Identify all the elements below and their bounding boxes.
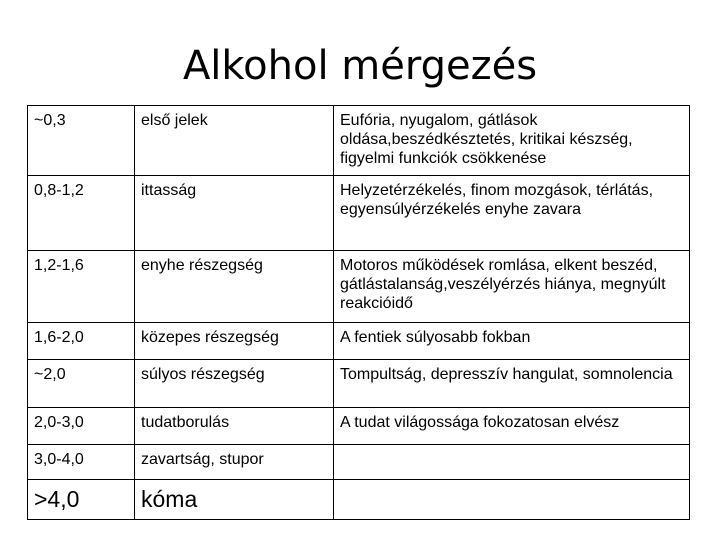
stage-cell: zavartság, stupor [135, 445, 334, 480]
table-row [28, 445, 690, 480]
level-cell: 2,0-3,0 [28, 408, 135, 445]
level-cell: >4,0 [28, 480, 135, 520]
stage-cell: első jelek [135, 106, 334, 176]
table-row [28, 251, 690, 323]
table-row [28, 106, 690, 176]
table-row [28, 480, 690, 520]
symptoms-cell [334, 480, 690, 520]
symptoms-cell: Tompultság, depresszív hangulat, somnolencia [334, 360, 690, 408]
symptoms-cell: Helyzetérzékelés, finom mozgások, térlátás, egyensúlyérzékelés enyhe zavara [334, 176, 690, 251]
symptoms-cell: Eufória, nyugalom, gátlások oldása,beszédkésztetés, kritikai készség, figyelmi funkciók csökkenése [334, 106, 690, 176]
symptoms-cell [334, 445, 690, 480]
level-cell: ~0,3 [28, 106, 135, 176]
table-row [28, 323, 690, 360]
level-cell: 1,2-1,6 [28, 251, 135, 323]
level-cell: 3,0-4,0 [28, 445, 135, 480]
intoxication-table [27, 105, 690, 520]
table-row [28, 408, 690, 445]
symptoms-cell: A tudat világossága fokozatosan elvész [334, 408, 690, 445]
stage-cell: enyhe részegség [135, 251, 334, 323]
symptoms-cell: Motoros működések romlása, elkent beszéd, gátlástalanság,veszélyérzés hiánya, megnyúlt reakcióidő [334, 251, 690, 323]
symptoms-cell: A fentiek súlyosabb fokban [334, 323, 690, 360]
stage-cell: tudatborulás [135, 408, 334, 445]
level-cell: ~2,0 [28, 360, 135, 408]
table-row [28, 176, 690, 251]
table-row [28, 360, 690, 408]
level-cell: 0,8-1,2 [28, 176, 135, 251]
stage-cell: ittasság [135, 176, 334, 251]
stage-cell: kóma [135, 480, 334, 520]
level-cell: 1,6-2,0 [28, 323, 135, 360]
slide-title: Alkohol mérgezés [182, 43, 538, 89]
stage-cell: közepes részegség [135, 323, 334, 360]
stage-cell: súlyos részegség [135, 360, 334, 408]
